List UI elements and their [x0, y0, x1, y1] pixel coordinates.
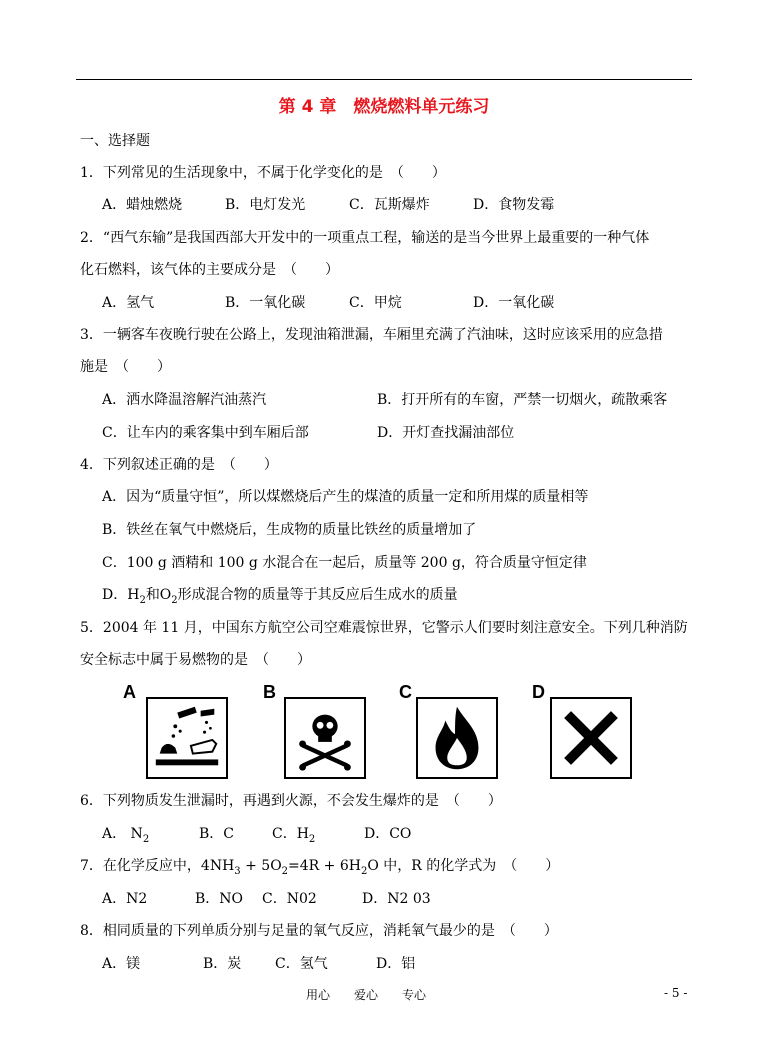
question-7-option-a: A．N2	[102, 891, 148, 907]
question-1-option-b: B．电灯发光	[225, 197, 306, 213]
flammable-sign	[416, 697, 498, 779]
question-1-option-c: C．瓦斯爆炸	[349, 197, 430, 213]
corrosive-icon	[148, 699, 226, 777]
question-7-option-d: D．N2 03	[362, 891, 431, 907]
question-6-stem: 6．下列物质发生泄漏时，再遇到火源，不会发生爆炸的是 （ ）	[80, 793, 502, 809]
question-7-option-b: B．NO	[195, 891, 244, 907]
toxic-sign	[284, 697, 366, 779]
sign-label-a: A	[123, 682, 136, 702]
harmful-sign	[550, 697, 632, 779]
question-1-option-a: A．蜡烛燃烧	[102, 197, 183, 213]
question-2-option-b: B．一氧化碳	[225, 295, 306, 311]
question-6-option-a: A． $N_2$	[102, 826, 150, 845]
question-3-option-d: D．开灯查找漏油部位	[377, 425, 515, 441]
section-heading: 一、选择题	[80, 133, 150, 149]
question-2-stem-line2: 化石燃料，该气体的主要成分是 （ ）	[80, 262, 339, 278]
question-4-option-a: A．因为“质量守恒”，所以煤燃烧后产生的煤渣的质量一定和所用煤的质量相等	[102, 489, 589, 505]
question-3-stem-line2: 施是 （ ）	[80, 359, 171, 375]
question-4-option-d: D．$H_2$和$O_2$形成混合物的质量等于其反应后生成水的质量	[102, 587, 458, 606]
question-2-option-c: C．甲烷	[349, 295, 402, 311]
question-2-stem-line1: 2．“西气东输”是我国西部大开发中的一项重点工程，输送的是当今世界上最重要的一种气体	[80, 230, 650, 246]
question-3-option-a: A．洒水降温溶解汽油蒸汽	[102, 392, 267, 408]
question-5-stem-line2: 安全标志中属于易燃物的是 （ ）	[80, 652, 311, 668]
question-3-stem-line1: 3．一辆客车夜晚行驶在公路上，发现油箱泄漏，车厢里充满了汽油味，这时应该采用的应急措	[80, 327, 663, 343]
question-4-option-c: C．100 g 酒精和 100 g 水混合在一起后，质量等 200 g，符合质量守恒定律	[102, 555, 587, 571]
question-6-option-b: B．C	[199, 826, 234, 842]
question-2-option-d: D．一氧化碳	[473, 295, 555, 311]
page-title: 第 4 章 燃烧燃料单元练习	[278, 97, 490, 117]
question-3-option-b: B．打开所有的车窗，严禁一切烟火，疏散乘客	[377, 392, 668, 408]
question-1-option-d: D．食物发霉	[473, 197, 555, 213]
sign-label-c: C	[399, 682, 412, 702]
header-rule	[76, 79, 692, 80]
flame-icon	[418, 699, 496, 777]
question-8-option-b: B．炭	[203, 956, 242, 972]
x-cross-icon	[552, 699, 630, 777]
question-8-option-d: D．铝	[376, 956, 416, 972]
question-1-stem: 1．下列常见的生活现象中，不属于化学变化的是 （ ）	[80, 165, 446, 181]
skull-crossbones-icon	[286, 699, 364, 777]
footer-motto: 用心 爱心 专心	[306, 988, 427, 1002]
question-5-stem-line1: 5．2004 年 11 月，中国东方航空公司空难震惊世界，它警示人们要时刻注意安全。下列几种消防	[80, 620, 688, 636]
question-4-option-b: B．铁丝在氧气中燃烧后，生成物的质量比铁丝的质量增加了	[102, 522, 477, 538]
sign-label-d: D	[532, 682, 545, 702]
question-8-option-c: C．氢气	[275, 956, 328, 972]
question-6-option-d: D．CO	[364, 826, 412, 842]
question-3-option-c: C．让车内的乘客集中到车厢后部	[102, 425, 309, 441]
question-4-stem: 4．下列叙述正确的是 （ ）	[80, 457, 278, 473]
question-8-stem: 8．相同质量的下列单质分别与足量的氧气反应，消耗氧气最少的是 （ ）	[80, 923, 558, 939]
question-7-option-c: C．N02	[262, 891, 317, 907]
question-8-option-a: A．镁	[102, 956, 141, 972]
question-7-stem: 7．在化学反应中，$4NH_3 + 5O_2=4R + 6H_2O$ 中，R 的化学式为 （ ）	[80, 858, 560, 877]
page-number: - 5 -	[664, 986, 688, 1000]
question-6-option-c: C．$H_2$	[272, 826, 316, 845]
corrosive-sign	[146, 697, 228, 779]
sign-label-b: B	[263, 682, 276, 702]
question-2-option-a: A．氢气	[102, 295, 155, 311]
